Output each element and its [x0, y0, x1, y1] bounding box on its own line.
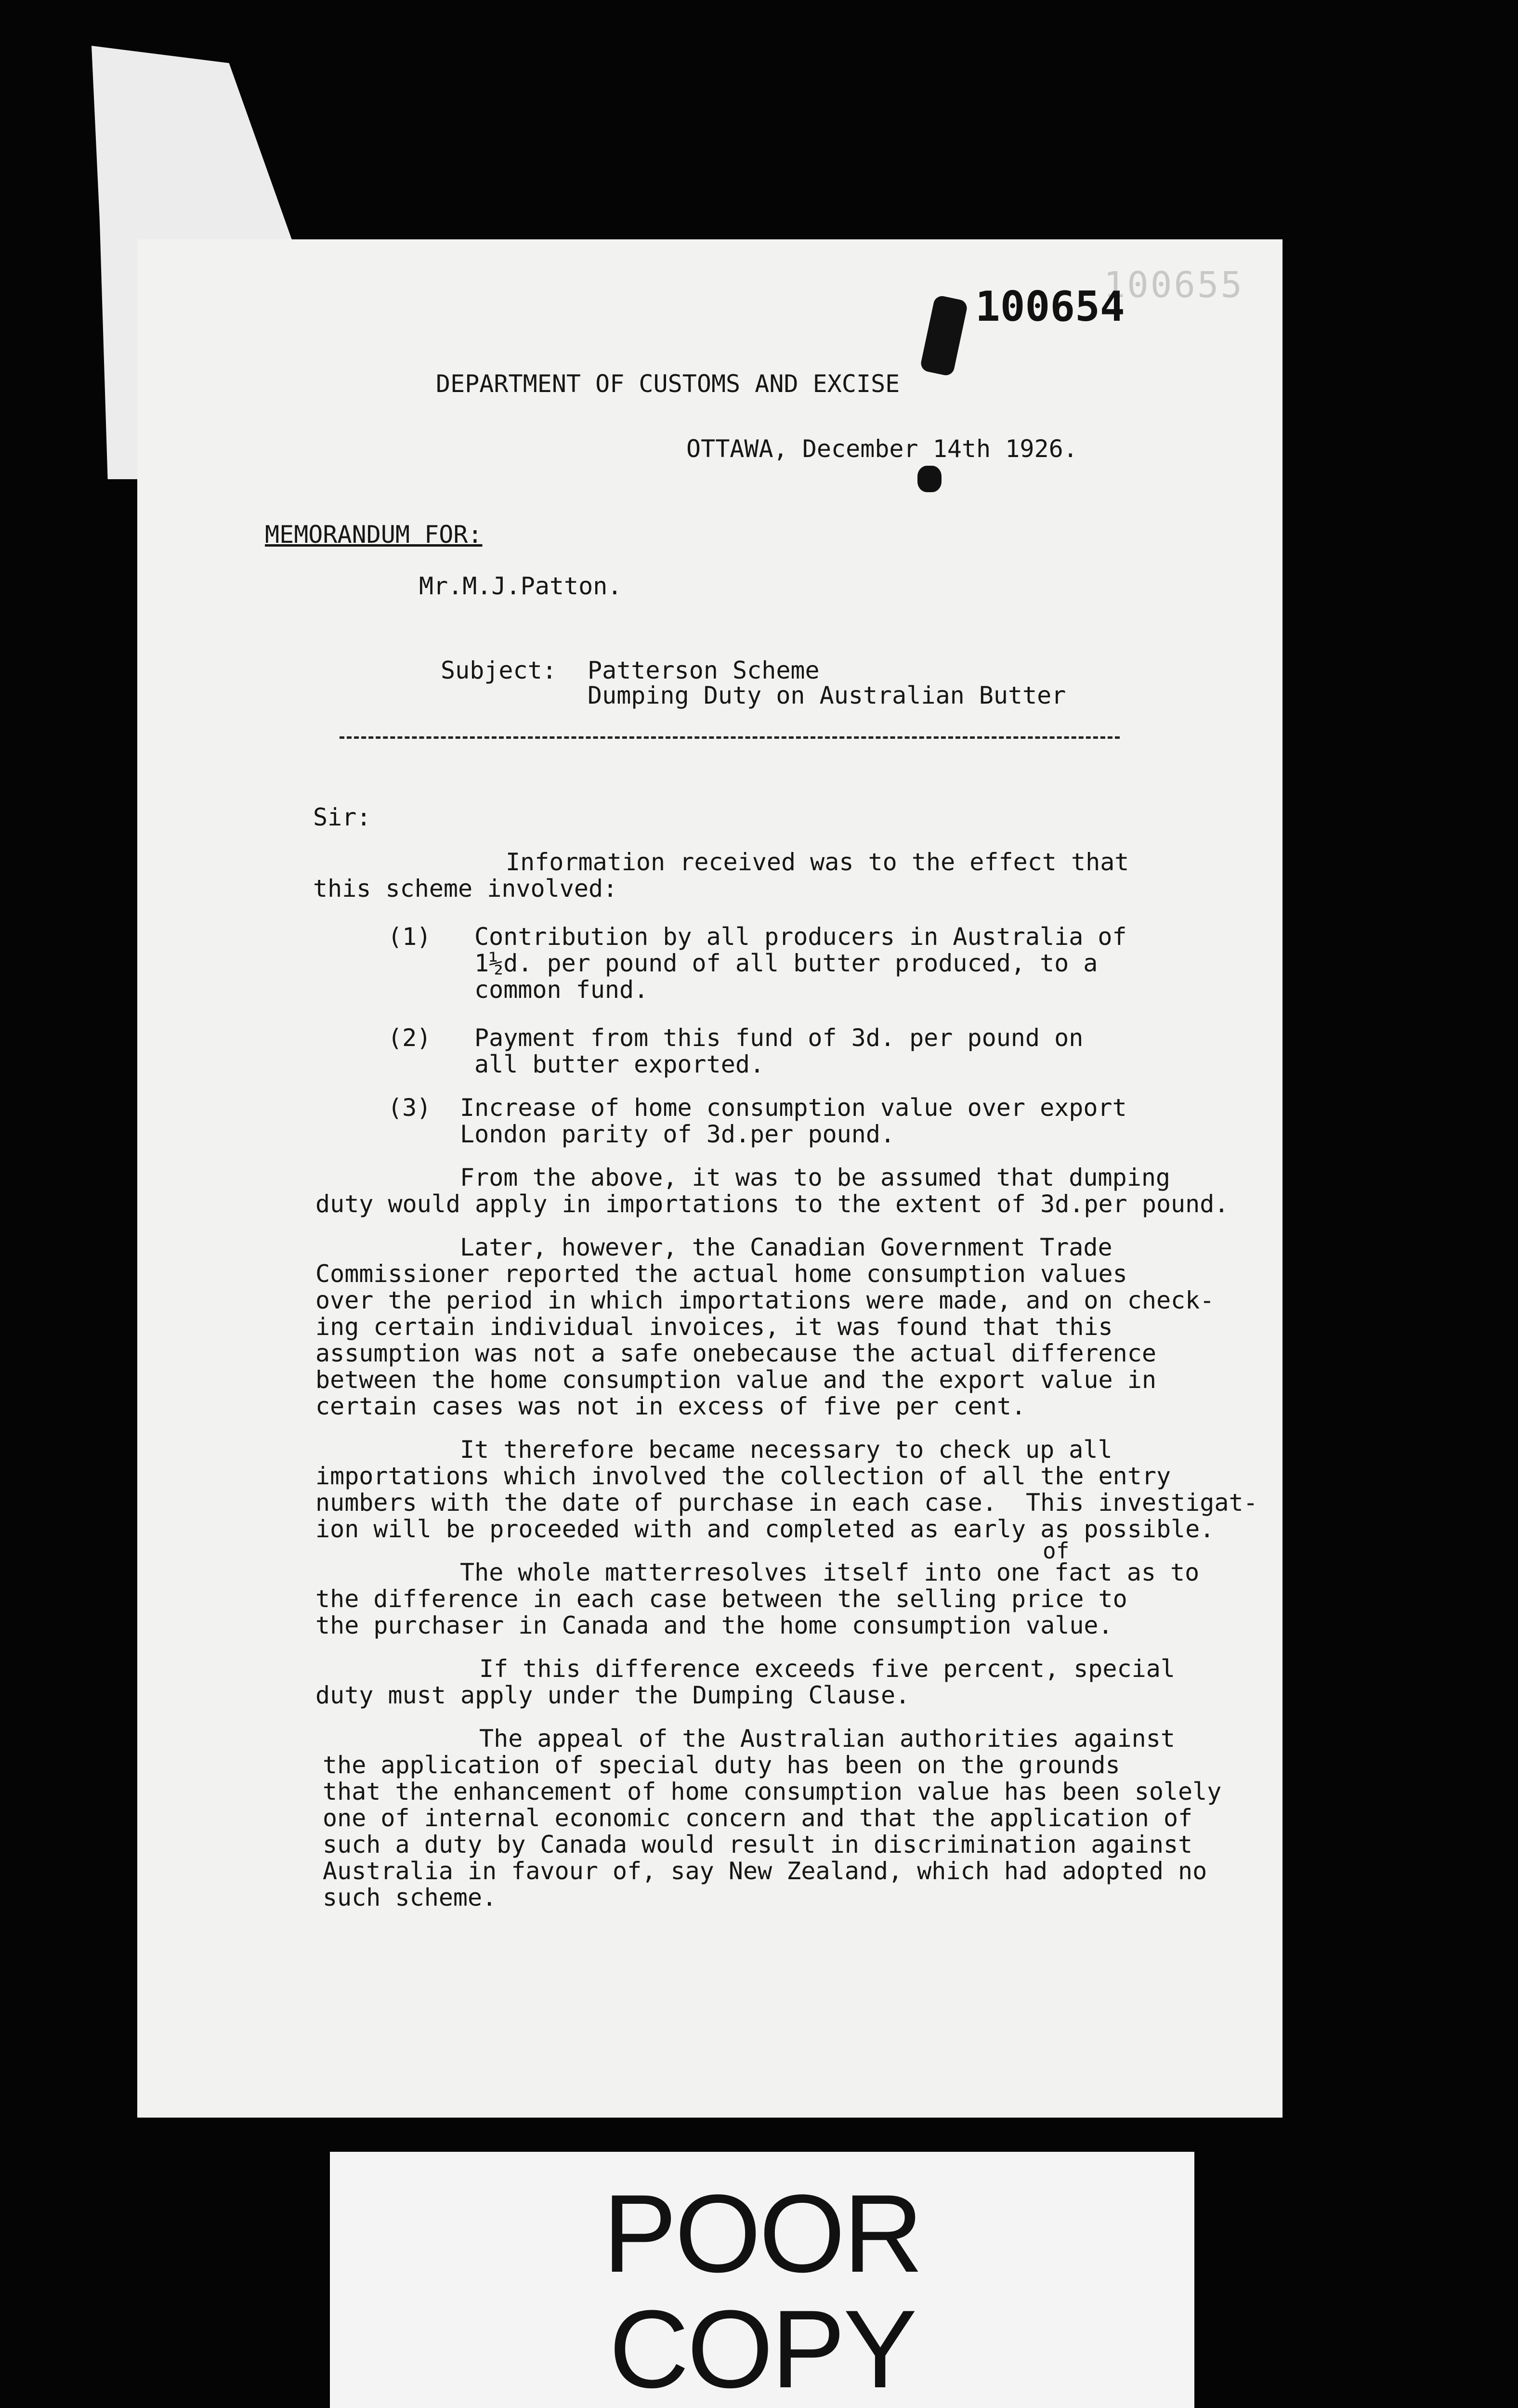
paragraph-line: certain cases was not in excess of five per cent. — [315, 1392, 1026, 1420]
place-date: OTTAWA, December 14th 1926. — [686, 435, 1078, 463]
item-line: London parity of 3d.per pound. — [460, 1120, 895, 1148]
paragraph-line: ing certain individual invoices, it was found that this — [315, 1313, 1113, 1341]
subject-line-1: Patterson Scheme — [588, 656, 820, 684]
intro-line: this scheme involved: — [313, 875, 618, 903]
paragraph-line: duty would apply in importations to the extent of 3d.per pound. — [315, 1190, 1229, 1218]
paragraph-line: one of internal economic concern and that the application of — [323, 1804, 1193, 1832]
memo-sheet — [137, 239, 1282, 2118]
paragraph-line: importations which involved the collection of all the entry — [315, 1462, 1171, 1490]
memorandum-for-label: MEMORANDUM FOR: — [265, 521, 483, 549]
paragraph-line: Australia in favour of, say New Zealand, which had adopted no — [323, 1857, 1207, 1885]
paragraph-line: the difference in each case between the selling price to — [315, 1585, 1127, 1613]
paragraph-line: assumption was not a safe onebecause the actual difference — [315, 1339, 1156, 1367]
paragraph-line: numbers with the date of purchase in each case. This investigat- — [315, 1489, 1258, 1517]
paragraph-line: ion will be proceeded with and completed as early as possible. — [315, 1515, 1215, 1543]
item-line: common fund. — [474, 976, 649, 1004]
ink-dot — [917, 466, 942, 492]
poor-copy-line: COPY — [609, 2287, 916, 2408]
poor-copy-line: POOR — [602, 2172, 922, 2295]
recipient: Mr.M.J.Patton. — [419, 572, 622, 600]
paragraph-line: that the enhancement of home consumption value has been solely — [323, 1778, 1222, 1806]
ink-blot — [919, 294, 968, 377]
item-line: Payment from this fund of 3d. per pound on — [474, 1024, 1084, 1052]
paragraph-line: The appeal of the Australian authorities against — [479, 1725, 1175, 1753]
paragraph-line: From the above, it was to be assumed that dumping — [460, 1164, 1171, 1191]
item-line: Increase of home consumption value over export — [460, 1094, 1127, 1122]
separator-rule — [340, 736, 1120, 739]
faint-doc-number: 100655 — [1103, 264, 1244, 306]
item-line: all butter exported. — [474, 1050, 765, 1078]
paragraph-line: The whole matterresolves itself into one fact as to — [460, 1558, 1200, 1586]
paragraph-line: the purchaser in Canada and the home consumption value. — [315, 1611, 1113, 1639]
paragraph-line: Commissioner reported the actual home consumption values — [315, 1260, 1127, 1288]
subject-label: Subject: — [441, 656, 557, 684]
paragraph-line: such scheme. — [323, 1884, 497, 1911]
subject-line-2: Dumping Duty on Australian Butter — [588, 681, 1066, 709]
handwritten-insert: of — [1043, 1538, 1070, 1564]
paragraph-line: over the period in which importations were made, and on check- — [315, 1286, 1215, 1314]
item-number: (3) — [388, 1094, 432, 1122]
paragraph-line: It therefore became necessary to check up all — [460, 1436, 1112, 1464]
document-number: 100654 — [975, 283, 1125, 331]
paragraph-line: between the home consumption value and the export value in — [315, 1366, 1156, 1394]
intro-line: Information received was to the effect that — [506, 848, 1129, 876]
paragraph-line: If this difference exceeds five percent, special — [479, 1655, 1175, 1683]
poor-copy-label — [330, 2152, 1194, 2408]
paragraph-line: duty must apply under the Dumping Clause. — [315, 1681, 910, 1709]
item-number: (1) — [388, 923, 432, 951]
item-line: 1½d. per pound of all butter produced, to a — [474, 949, 1098, 977]
department-heading: DEPARTMENT OF CUSTOMS AND EXCISE — [436, 370, 900, 398]
paragraph-line: the application of special duty has been on the grounds — [323, 1751, 1120, 1779]
paragraph-line: such a duty by Canada would result in discrimination against — [323, 1831, 1193, 1858]
paragraph-line: Later, however, the Canadian Government Trade — [460, 1233, 1112, 1261]
item-number: (2) — [388, 1024, 432, 1052]
salutation: Sir: — [313, 803, 371, 831]
item-line: Contribution by all producers in Australia of — [474, 923, 1127, 951]
